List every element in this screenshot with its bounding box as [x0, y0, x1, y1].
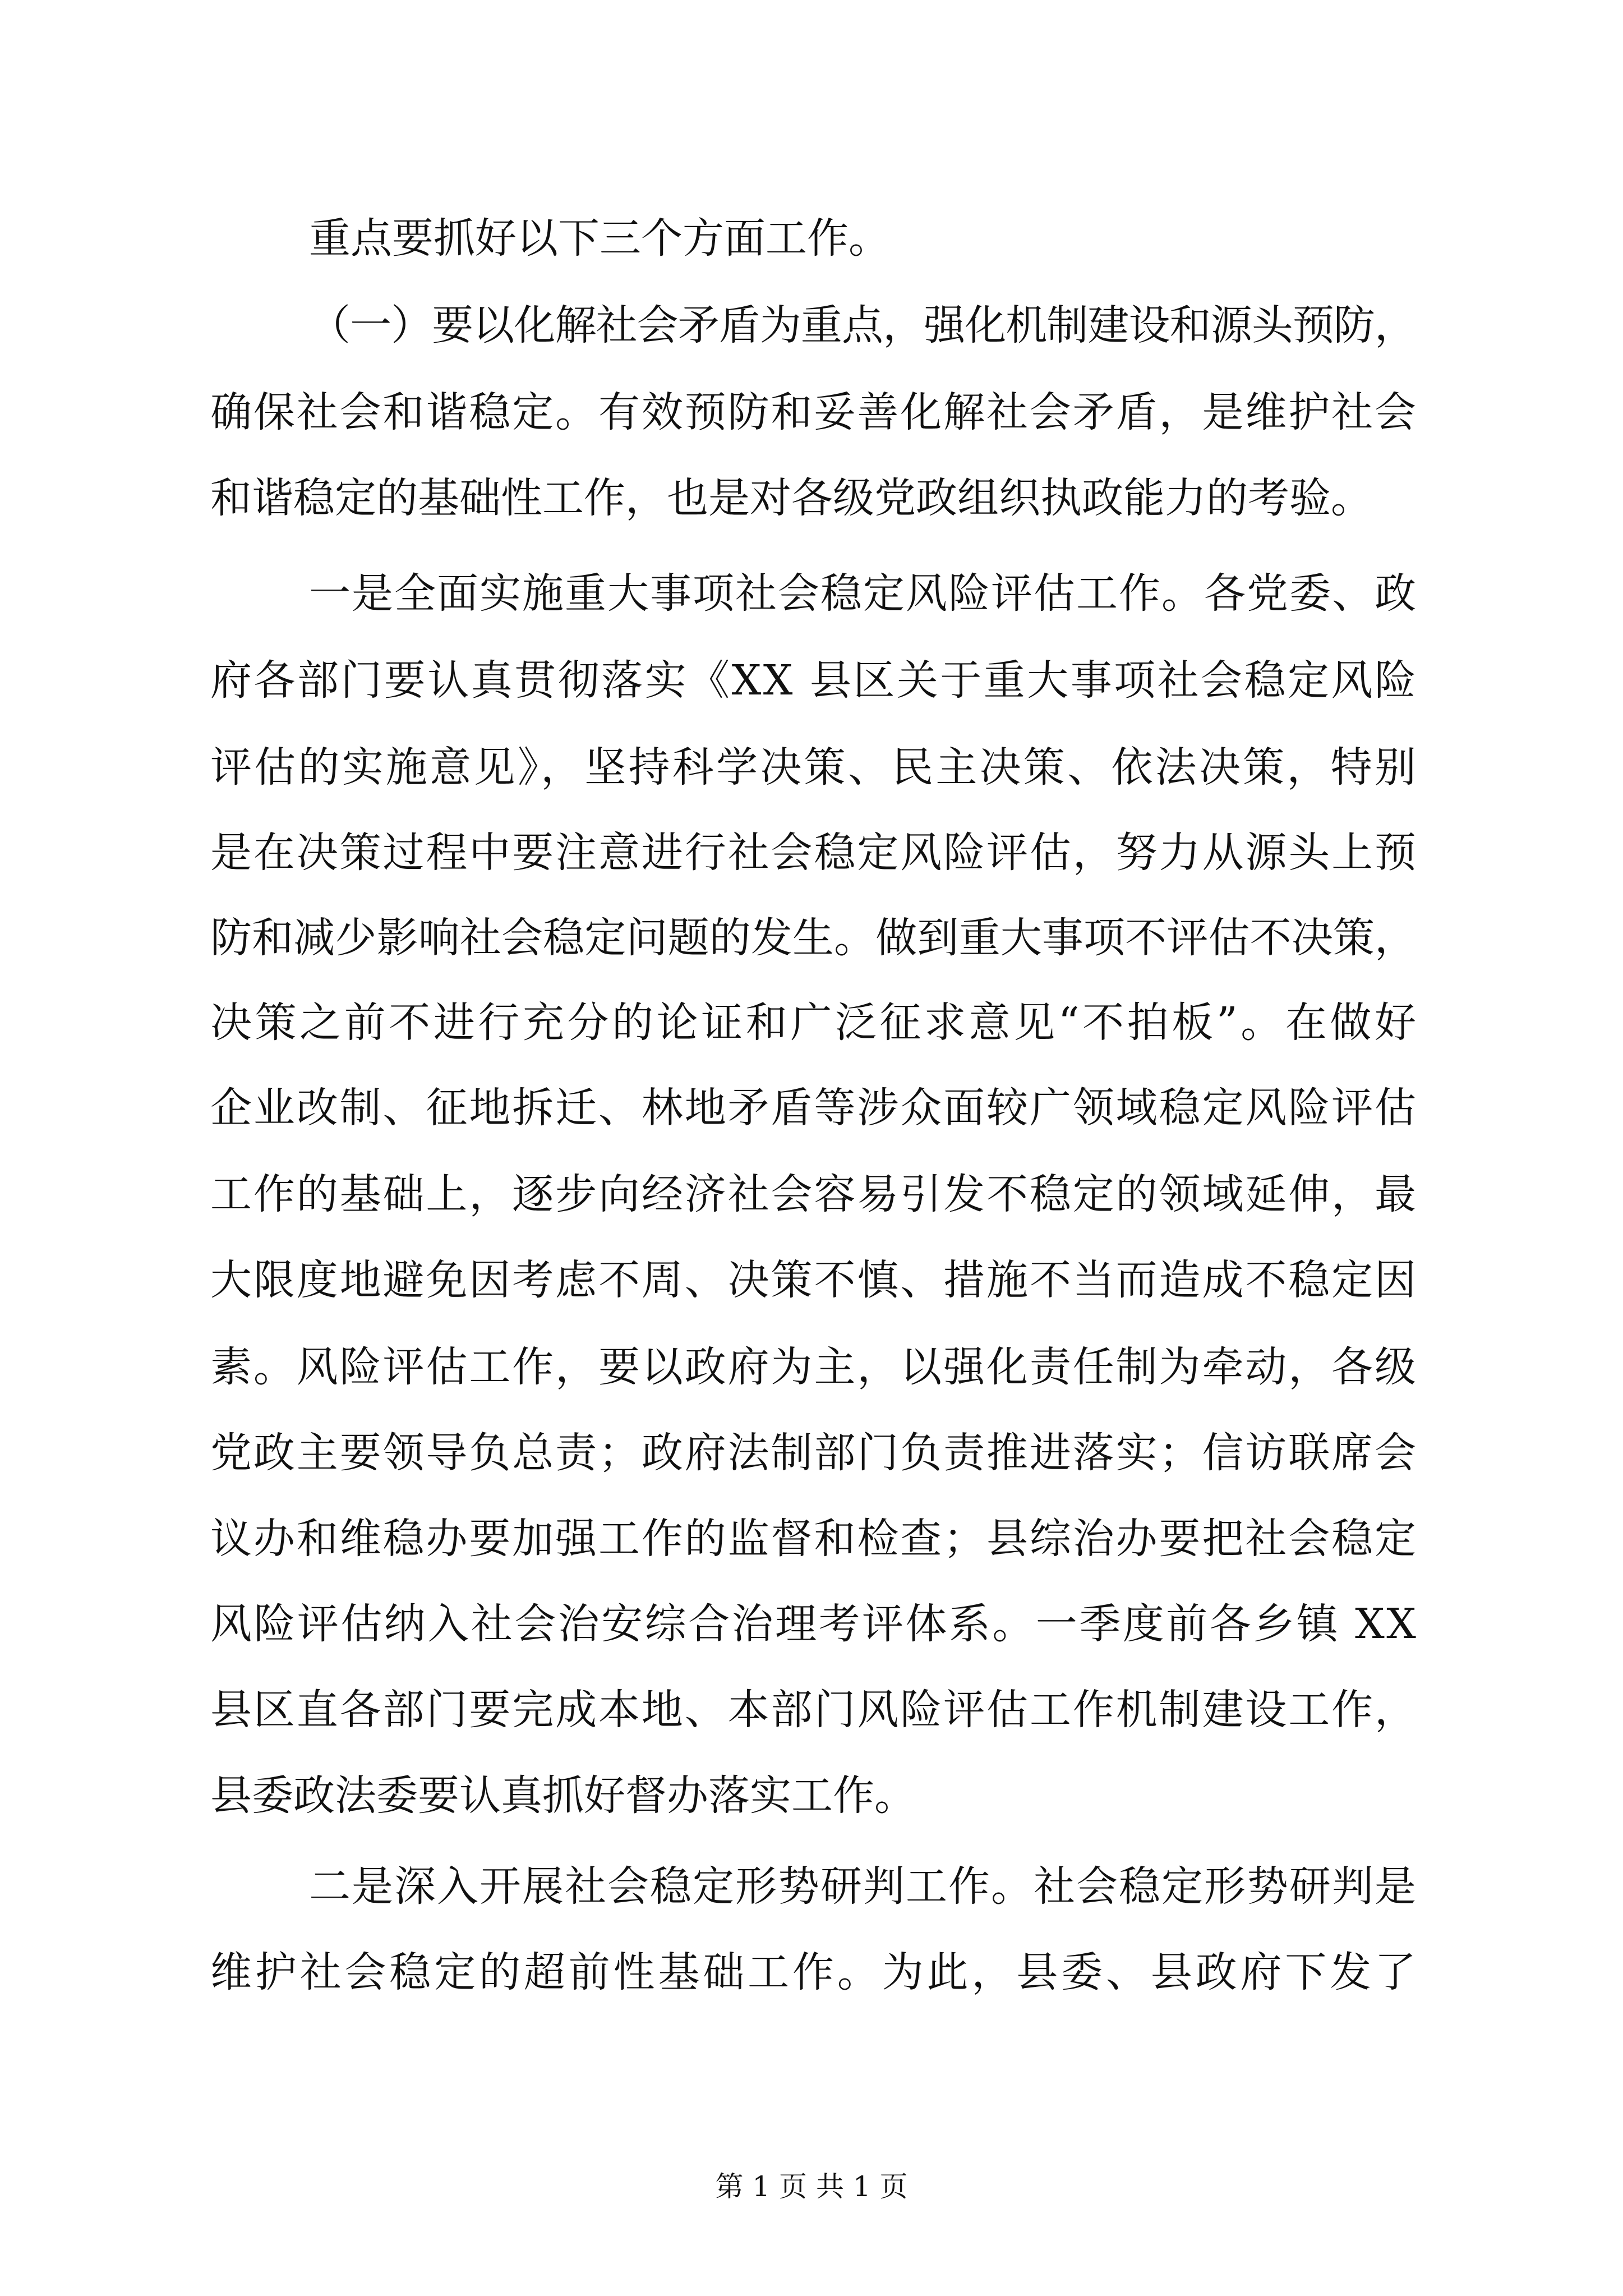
text-line-10: 决策之前不进行充分的论证和广泛征求意见“不拍板”。在做好 — [210, 999, 1419, 1047]
text-line-13: 大限度地避免因考虑不周、决策不慎、措施不当而造成不稳定因 — [210, 1256, 1418, 1304]
text-line-3: 确保社会和谐稳定。有效预防和妥善化解社会矛盾，是维护社会 — [210, 388, 1418, 436]
text-line-20: 二是深入开展社会稳定形势研判工作。社会稳定形势研判是 — [309, 1862, 1417, 1911]
text-line-7: 评估的实施意见》，坚持科学决策、民主决策、依法决策，特别 — [210, 743, 1419, 792]
text-line-19: 县委政法委要认真抓好督办落实工作。 — [210, 1772, 916, 1820]
text-line-15: 党政主要领导负总责；政府法制部门负责推进落实；信访联席会 — [210, 1429, 1418, 1477]
text-line-1: 重点要抓好以下三个方面工作。 — [309, 214, 890, 263]
text-line-6: 府各部门要认真贯彻落实《XX 县区关于重大事项社会稳定风险 — [210, 656, 1418, 705]
text-line-8: 是在决策过程中要注意进行社会稳定风险评估，努力从源头上预 — [210, 829, 1418, 877]
text-line-14: 素。风险评估工作，要以政府为主，以强化责任制为牵动，各级 — [210, 1343, 1418, 1391]
text-line-17: 风险评估纳入社会治安综合治理考评体系。一季度前各乡镇 XX — [210, 1600, 1418, 1648]
text-line-4: 和谐稳定的基础性工作，也是对各级党政组织执政能力的考验。 — [210, 474, 1372, 522]
text-line-18: 县区直各部门要完成本地、本部门风险评估工作机制建设工作， — [210, 1686, 1418, 1734]
text-line-16: 议办和维稳办要加强工作的监督和检查；县综治办要把社会稳定 — [210, 1515, 1418, 1563]
text-line-2: （一）要以化解社会矛盾为重点，强化机制建设和源头预防， — [309, 301, 1416, 349]
page-number-label: 第 1 页 共 1 页 — [715, 2170, 908, 2203]
text-line-21: 维护社会稳定的超前性基础工作。为此，县委、县政府下发了 — [210, 1948, 1419, 1996]
text-line-12: 工作的基础上，逐步向经济社会容易引发不稳定的领域延伸，最 — [210, 1170, 1418, 1218]
text-line-5: 一是全面实施重大事项社会稳定风险评估工作。各党委、政 — [309, 569, 1417, 618]
text-line-9: 防和减少影响社会稳定问题的发生。做到重大事项不评估不决策， — [210, 914, 1417, 962]
page-footer — [0, 2164, 1623, 2209]
text-line-11: 企业改制、征地拆迁、林地矛盾等涉众面较广领域稳定风险评估 — [210, 1084, 1418, 1132]
